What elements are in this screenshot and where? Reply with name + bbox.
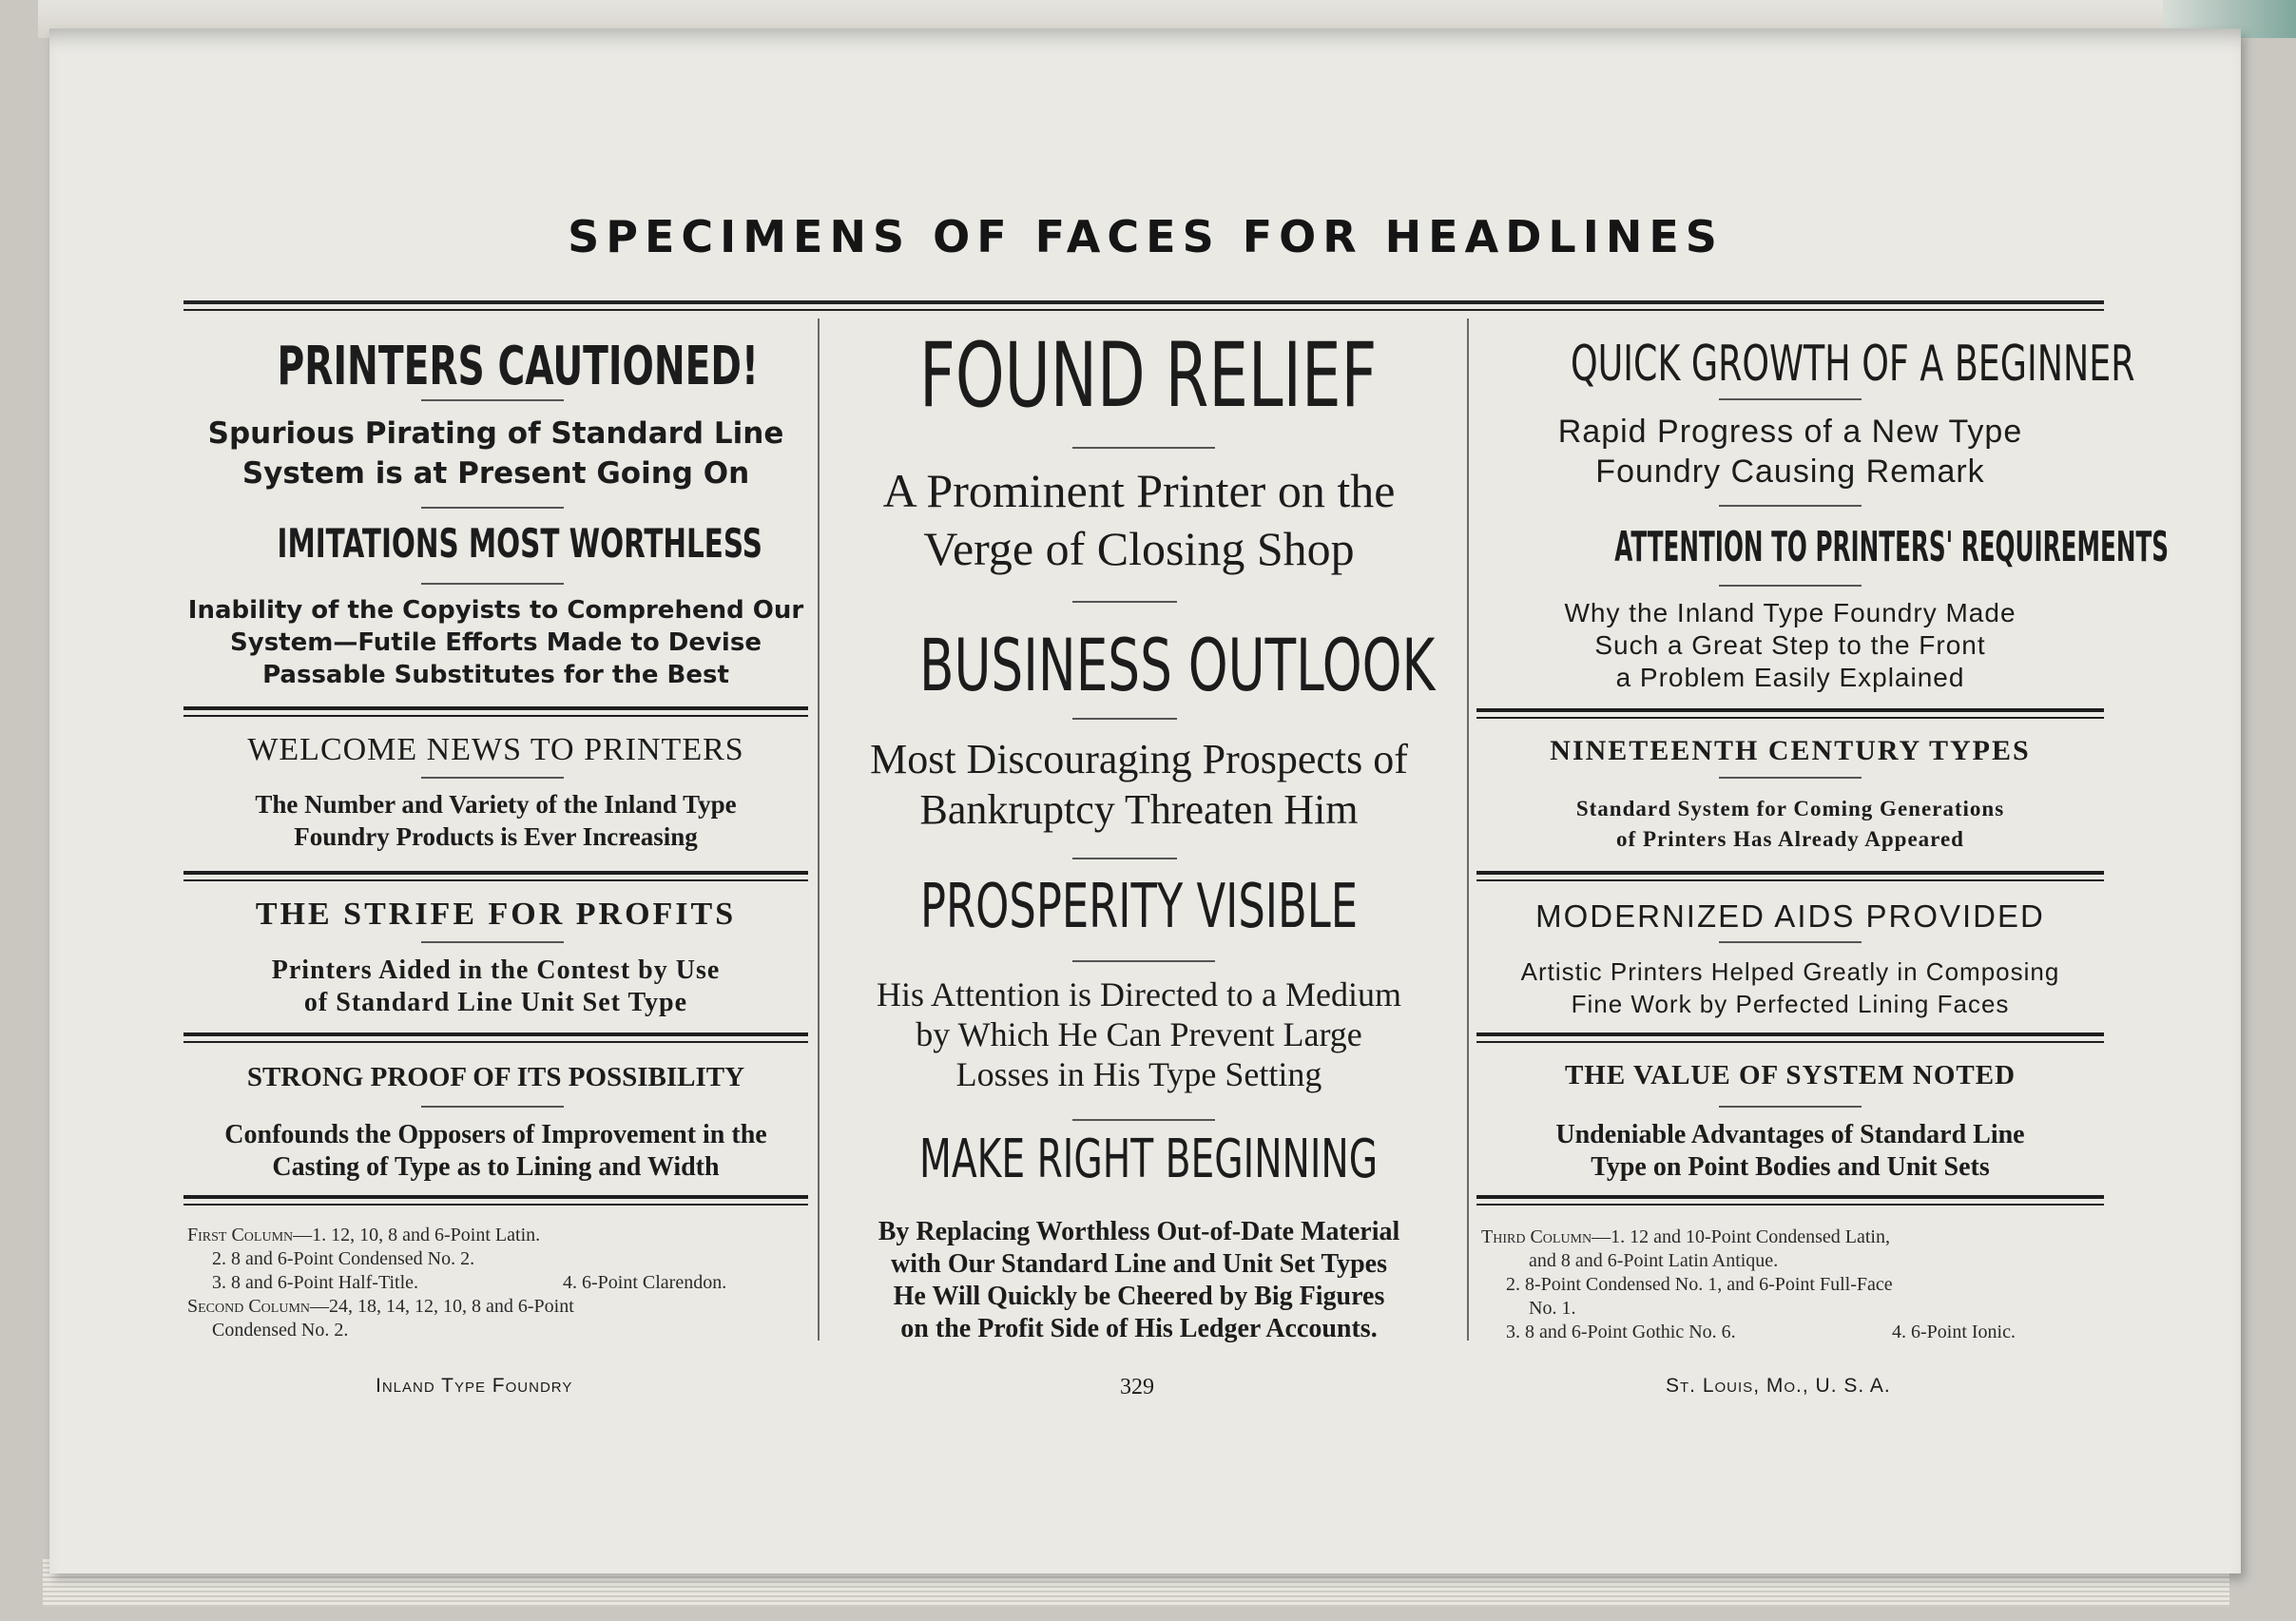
note-text: 4. 6-Point Ionic.	[1892, 1322, 2016, 1342]
col1-headline-2: IMITATIONS MOST WORTHLESS	[277, 520, 762, 567]
short-rule	[421, 1106, 564, 1108]
short-rule	[421, 507, 564, 509]
col1-subhead-3a: The Number and Variety of the Inland Type	[255, 790, 737, 819]
col3-subhead-5a: Undeniable Advantages of Standard Line	[1555, 1120, 2025, 1149]
col3-subhead-3b: of Printers Has Already Appeared	[1616, 827, 1964, 851]
col3-headline-4: MODERNIZED AIDS PROVIDED	[1535, 898, 2045, 934]
double-rule	[183, 1195, 808, 1199]
column-separator-left	[818, 318, 820, 1341]
double-rule	[1476, 708, 2104, 712]
page-title: SPECIMENS OF FACES FOR HEADLINES	[568, 211, 1724, 262]
col2-subhead-4d: on the Profit Side of His Ledger Accounts.	[900, 1314, 1378, 1343]
short-rule	[421, 583, 564, 585]
note-label: Second Column	[187, 1296, 311, 1317]
col3-subhead-2b: Such a Great Step to the Front	[1594, 630, 1986, 660]
col3-headline-3: NINETEENTH CENTURY TYPES	[1550, 735, 2031, 766]
col1-headline-4: THE STRIFE FOR PROFITS	[255, 897, 737, 932]
note-text: 3. 8 and 6-Point Gothic No. 6.	[1506, 1322, 1736, 1342]
note-text: —1. 12 and 10-Point Condensed Latin,	[1592, 1226, 1890, 1247]
col2-subhead-3c: Losses in His Type Setting	[955, 1055, 1322, 1093]
col1-subhead-4b: of Standard Line Unit Set Type	[303, 988, 688, 1017]
short-rule	[1072, 858, 1177, 859]
double-rule	[1476, 1195, 2104, 1199]
short-rule	[1072, 718, 1177, 720]
footer-location: St. Louis, Mo., U. S. A.	[1666, 1375, 1891, 1397]
short-rule	[1719, 398, 1862, 400]
col3-subhead-1b: Foundry Causing Remark	[1595, 453, 1985, 490]
col2-subhead-1b: Verge of Closing Shop	[923, 522, 1355, 575]
col3-subhead-1a: Rapid Progress of a New Type	[1557, 414, 2023, 450]
double-rule	[1476, 871, 2104, 875]
col3-subhead-2a: Why the Inland Type Foundry Made	[1564, 598, 2016, 627]
title-rule-thick	[183, 300, 2104, 304]
page-number: 329	[1120, 1375, 1154, 1399]
note-text: Condensed No. 2.	[212, 1320, 349, 1341]
col2-headline-1: FOUND RELIEF	[919, 324, 1378, 428]
col2-subhead-3a: His Attention is Directed to a Medium	[877, 975, 1401, 1013]
col3-subhead-4a: Artistic Printers Helped Greatly in Composing	[1520, 957, 2060, 986]
note-text: 4. 6-Point Clarendon.	[563, 1272, 727, 1293]
note-text: 2. 8 and 6-Point Condensed No. 2.	[212, 1248, 475, 1269]
note-text: and 8 and 6-Point Latin Antique.	[1529, 1250, 1779, 1271]
note-text: —1. 12, 10, 8 and 6-Point Latin.	[293, 1225, 541, 1245]
note-text: —24, 18, 14, 12, 10, 8 and 6-Point	[310, 1296, 574, 1317]
col1-headline-3: WELCOME NEWS TO PRINTERS	[247, 732, 744, 767]
col2-headline-2: BUSINESS OUTLOOK	[919, 623, 1436, 707]
short-rule	[1072, 447, 1215, 449]
col2-subhead-4c: He Will Quickly be Cheered by Big Figures	[893, 1282, 1385, 1311]
short-rule	[1719, 585, 1862, 587]
col1-headline-1: PRINTERS CAUTIONED!	[277, 336, 759, 397]
note-text: 2. 8-Point Condensed No. 1, and 6-Point Full-Face	[1506, 1274, 1893, 1295]
col1-subhead-2a: Inability of the Copyists to Comprehend Our	[187, 596, 804, 625]
short-rule	[1072, 601, 1177, 603]
footer-publisher: Inland Type Foundry	[376, 1375, 573, 1397]
short-rule	[421, 399, 564, 401]
col2-subhead-2a: Most Discouraging Prospects of	[870, 736, 1408, 782]
col3-subhead-5b: Type on Point Bodies and Unit Sets	[1591, 1152, 1990, 1182]
col1-subhead-5b: Casting of Type as to Lining and Width	[272, 1152, 720, 1182]
double-rule	[1476, 1032, 2104, 1036]
short-rule	[1719, 505, 1862, 507]
col1-subhead-2b: System—Futile Efforts Made to Devise	[230, 628, 762, 657]
col3-headline-5: THE VALUE OF SYSTEM NOTED	[1564, 1060, 2016, 1090]
col1-headline-5: STRONG PROOF OF ITS POSSIBILITY	[246, 1062, 745, 1092]
col1-subhead-3b: Foundry Products is Ever Increasing	[294, 822, 698, 851]
short-rule	[1072, 960, 1215, 962]
short-rule	[1719, 777, 1862, 779]
col1-subhead-1a: Spurious Pirating of Standard Line	[207, 416, 784, 451]
col2-subhead-1a: A Prominent Printer on the	[882, 464, 1396, 517]
col3-headline-1: QUICK GROWTH OF A BEGINNER	[1571, 336, 2135, 393]
note-text: No. 1.	[1529, 1298, 1576, 1319]
double-rule	[183, 1032, 808, 1036]
col2-subhead-4a: By Replacing Worthless Out-of-Date Material	[878, 1217, 1400, 1246]
double-rule	[183, 871, 808, 875]
col3-headline-2: ATTENTION TO PRINTERS' REQUIREMENTS	[1614, 523, 2170, 571]
col2-subhead-3b: by Which He Can Prevent Large	[916, 1015, 1362, 1053]
short-rule	[1072, 1119, 1215, 1121]
col3-subhead-4b: Fine Work by Perfected Lining Faces	[1571, 990, 2010, 1018]
short-rule	[1719, 1106, 1862, 1108]
short-rule	[1719, 941, 1862, 943]
col1-subhead-4a: Printers Aided in the Contest by Use	[271, 955, 721, 985]
col1-subhead-1b: System is at Present Going On	[241, 456, 750, 491]
short-rule	[421, 777, 564, 779]
double-rule	[183, 706, 808, 710]
col2-headline-4: MAKE RIGHT BEGINNING	[919, 1129, 1379, 1190]
note-label: Third Column	[1481, 1226, 1592, 1247]
col3-subhead-2c: a Problem Easily Explained	[1615, 663, 1965, 692]
col1-subhead-5a: Confounds the Opposers of Improvement in the	[224, 1120, 767, 1149]
col3-subhead-3a: Standard System for Coming Generations	[1575, 797, 2005, 820]
col2-headline-3: PROSPERITY VISIBLE	[920, 872, 1358, 942]
col2-subhead-4b: with Our Standard Line and Unit Set Types	[890, 1249, 1388, 1279]
title-rule-thin	[183, 309, 2104, 311]
note-text: 3. 8 and 6-Point Half-Title.	[212, 1272, 419, 1293]
short-rule	[421, 941, 564, 943]
note-label: First Column	[187, 1225, 294, 1245]
col2-subhead-2b: Bankruptcy Threaten Him	[919, 786, 1359, 833]
column-separator-right	[1467, 318, 1469, 1341]
col1-subhead-2c: Passable Substitutes for the Best	[262, 661, 729, 689]
